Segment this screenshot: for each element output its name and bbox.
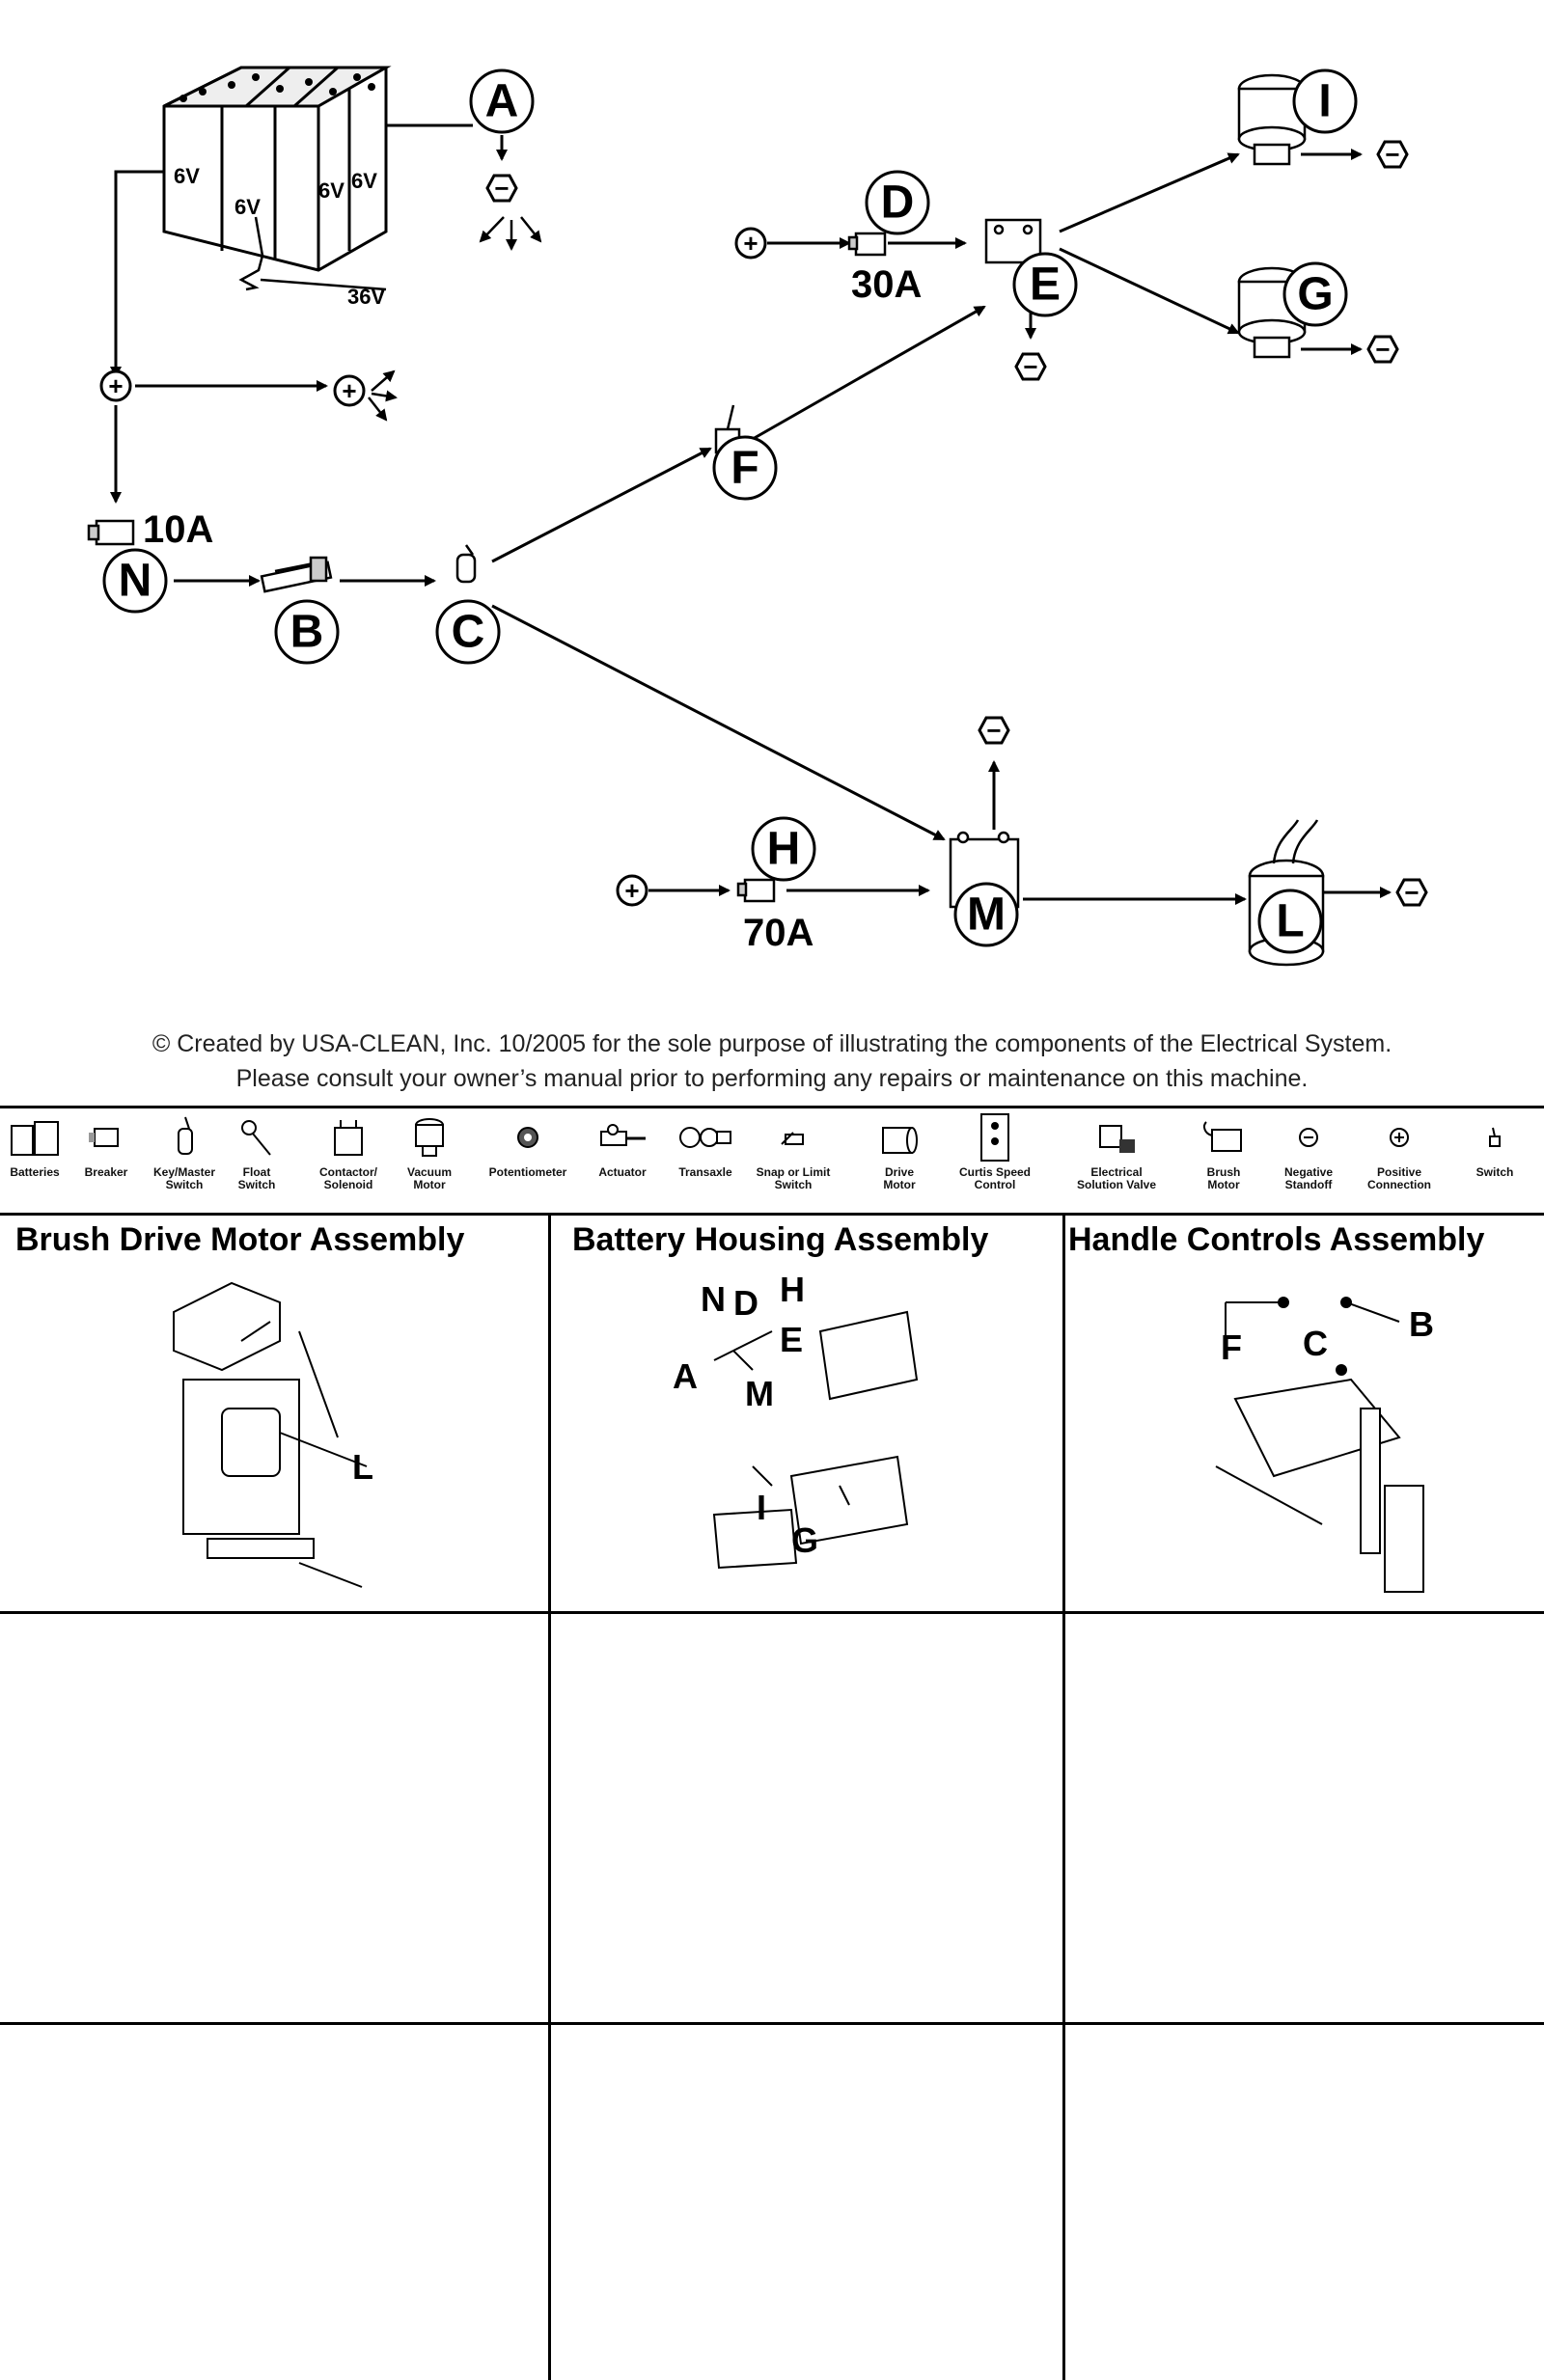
negative-standoff-icon <box>1016 352 1045 381</box>
negative-standoff-icon <box>1397 878 1426 907</box>
battery-callout-g: G <box>791 1520 819 1560</box>
potentiometer-icon <box>475 1108 581 1166</box>
legend-item-float-switch: Float Switch <box>226 1108 288 1213</box>
component-legend <box>0 1106 1544 1216</box>
negative-standoff-icon <box>1368 335 1397 364</box>
legend-item-key-switch: Key/Master Switch <box>143 1108 226 1213</box>
callout-m: M <box>967 889 1006 941</box>
float-switch-b-icon <box>262 558 331 591</box>
battery-callout-d: D <box>733 1283 758 1323</box>
positive-connection-icon <box>618 876 647 905</box>
switch-icon <box>1449 1108 1540 1166</box>
battery-callout-m: M <box>745 1374 774 1413</box>
handle-callout-b: B <box>1409 1304 1434 1344</box>
negative-standoff-icon <box>1378 140 1407 169</box>
speed-control-icon <box>942 1108 1048 1166</box>
actuator-icon <box>583 1108 662 1166</box>
legend-item-solenoid: Contactor/ Solenoid <box>288 1108 409 1213</box>
battery-callout-n: N <box>701 1279 726 1319</box>
legend-item-solution-valve: Electrical Solution Valve <box>1062 1108 1172 1213</box>
battery-voltage-2: 6V <box>234 195 261 219</box>
assembly-grid <box>0 1216 1544 2380</box>
pack-voltage: 36V <box>347 285 386 309</box>
legend-item-transaxle: Transaxle <box>664 1108 747 1213</box>
negative-standoff-icon <box>979 716 1008 745</box>
svg-text:−: − <box>1385 140 1400 169</box>
vacuum-motor-icon <box>396 1108 463 1166</box>
callout-l: L <box>1276 895 1305 947</box>
svg-text:+: + <box>743 229 758 258</box>
callout-n: N <box>118 555 152 607</box>
battery-voltage-3: 6V <box>318 178 345 203</box>
copyright-line-1: © Created by USA-CLEAN, Inc. 10/2005 for the sole purpose of illustrating the components of the Electrical System. <box>152 1030 1392 1057</box>
assembly-title-brush-drive: Brush Drive Motor Assembly <box>15 1221 465 1258</box>
brush-motor-icon <box>1183 1108 1264 1166</box>
callout-e: E <box>1029 259 1062 311</box>
callout-f: F <box>731 442 759 494</box>
assembly-title-handle-controls: Handle Controls Assembly <box>1068 1221 1485 1258</box>
legend-item-negative-standoff: Negative Standoff <box>1264 1108 1353 1213</box>
batteries-icon <box>0 1108 69 1166</box>
legend-item-brush-motor: Brush Motor <box>1183 1108 1264 1213</box>
drive-motor-icon <box>859 1108 940 1166</box>
legend-item-switch: Switch <box>1449 1108 1540 1213</box>
limit-switch-icon <box>751 1108 836 1166</box>
legend-item-drive-motor: Drive Motor <box>859 1108 940 1213</box>
battery-voltage-1: 6V <box>174 164 200 188</box>
breaker-n-rating: 10A <box>143 508 214 551</box>
svg-text:+: + <box>342 376 357 405</box>
vacuum-motor-i-icon <box>1239 75 1305 164</box>
positive-connection-icon <box>101 371 130 400</box>
svg-text:−: − <box>1375 335 1391 364</box>
breaker-h-icon <box>738 880 774 901</box>
transaxle-icon <box>664 1108 747 1166</box>
assembly-title-battery-housing: Battery Housing Assembly <box>572 1221 989 1258</box>
key-switch-icon <box>143 1108 226 1166</box>
svg-text:−: − <box>494 174 510 203</box>
battery-callout-e: E <box>780 1320 804 1359</box>
breaker-h-rating: 70A <box>743 912 814 954</box>
breaker-d-icon <box>849 233 885 255</box>
legend-item-speed-control: Curtis Speed Control <box>942 1108 1048 1213</box>
svg-text:−: − <box>1023 352 1038 381</box>
battery-callout-i: I <box>757 1488 767 1527</box>
negative-standoff-a-icon <box>487 174 516 203</box>
legend-item-vacuum-motor: Vacuum Motor <box>396 1108 463 1213</box>
solenoid-icon <box>288 1108 409 1166</box>
callout-d: D <box>880 177 915 229</box>
wiring-diagram <box>0 0 1544 1023</box>
callout-b: B <box>290 606 324 658</box>
battery-callout-h: H <box>780 1270 805 1309</box>
float-switch-icon <box>226 1108 288 1166</box>
positive-connection-icon <box>335 376 364 405</box>
legend-item-positive-connection: Positive Connection <box>1353 1108 1446 1213</box>
callout-a: A <box>484 75 519 127</box>
legend-item-breaker: Breaker <box>69 1108 143 1213</box>
handle-callout-c: C <box>1303 1324 1328 1363</box>
callout-h: H <box>766 823 801 875</box>
callout-i: I <box>1318 75 1332 127</box>
callout-g: G <box>1297 268 1334 320</box>
svg-text:−: − <box>1404 878 1420 907</box>
handle-callout-f: F <box>1221 1327 1242 1367</box>
svg-text:+: + <box>108 371 124 400</box>
callout-small-brush <box>214 1366 234 1387</box>
brush-drive-assembly-drawing <box>154 1273 405 1601</box>
callout-c: C <box>451 606 485 658</box>
svg-text:+: + <box>624 876 640 905</box>
legend-item-actuator: Actuator <box>583 1108 662 1213</box>
breaker-n-icon <box>89 521 133 544</box>
positive-connection-icon <box>1353 1108 1446 1166</box>
negative-standoff-icon <box>1264 1108 1353 1166</box>
positive-connection-icon <box>736 229 765 258</box>
battery-callout-a: A <box>673 1356 698 1396</box>
legend-item-batteries: Batteries <box>0 1108 69 1213</box>
legend-item-limit-switch: Snap or Limit Switch <box>751 1108 836 1213</box>
key-switch-c-icon <box>457 545 475 582</box>
svg-text:−: − <box>986 716 1002 745</box>
breaker-icon <box>69 1108 143 1166</box>
legend-item-potentiometer: Potentiometer <box>475 1108 581 1213</box>
battery-voltage-4: 6V <box>351 169 377 193</box>
copyright-line-2: Please consult your owner’s manual prior to performing any repairs or maintenance on this machine. <box>235 1065 1309 1092</box>
brush-assembly-callout-l: L <box>352 1447 373 1487</box>
solution-valve-icon <box>1062 1108 1172 1166</box>
breaker-d-rating: 30A <box>851 263 923 306</box>
